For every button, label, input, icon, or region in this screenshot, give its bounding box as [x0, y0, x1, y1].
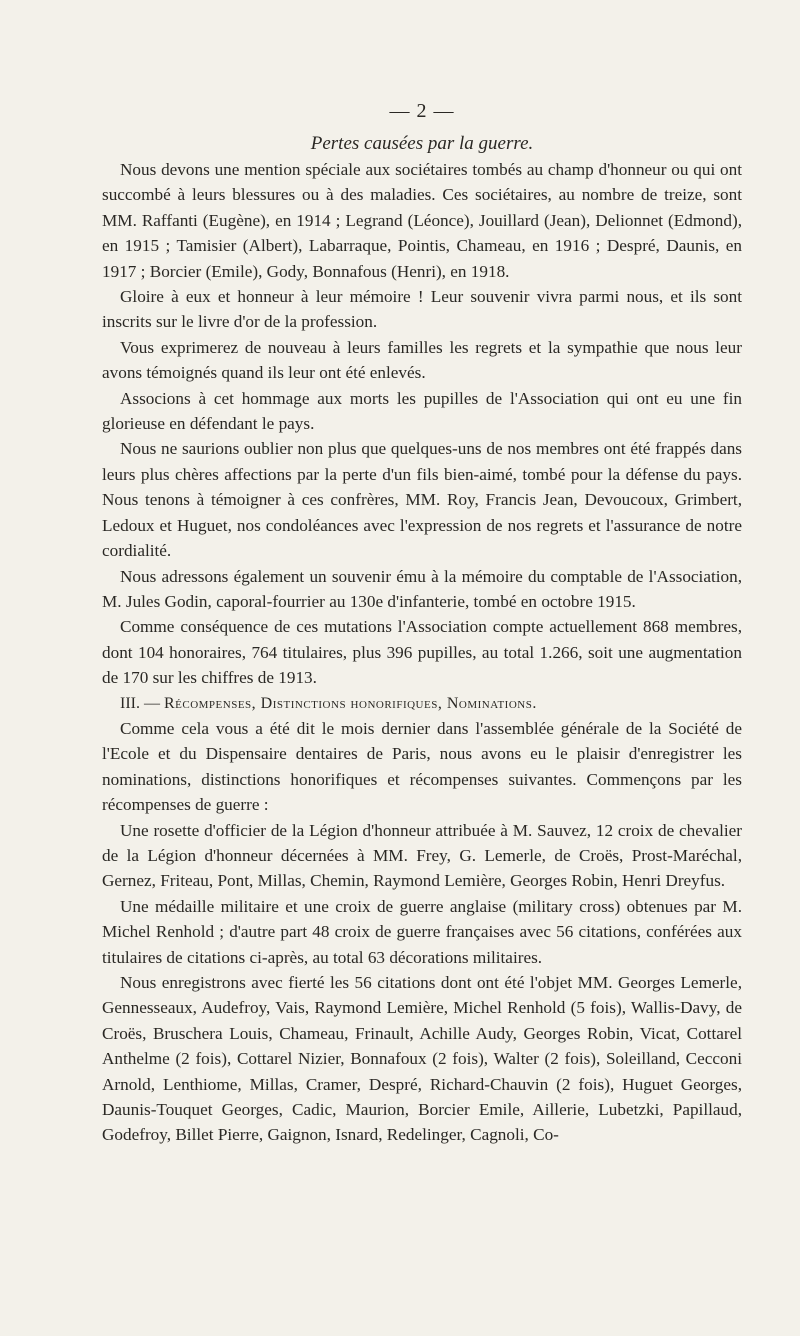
paragraph: Comme conséquence de ces mutations l'Association compte actuellement 868 membres, dont 104 honoraires, 764 titulaires, plus 396 pupilles, au total 1.266, soit une augmentation de 170 sur les chiffres de 1913.	[102, 617, 742, 688]
paragraph: Nous ne saurions oublier non plus que quelques-uns de nos membres ont été frappés dans leurs plus chères affections par la perte d'un fils bien-aimé, tombé pour la défense du pays. Nous tenons à témoigner à ces confrères, MM. Roy, Francis Jean, Devoucoux, Grimbert, Ledoux et Huguet, nos condoléances avec l'expression de nos regrets et l'assurance de notre cordialité.	[102, 439, 742, 561]
paragraph: Nous devons une mention spéciale aux sociétaires tombés au champ d'honneur ou qui ont succombé à leurs blessures ou à des maladies. Ces sociétaires, au nombre de treize, sont MM. Raffanti (Eugène), en 1914 ; Legrand (Léonce), Jouillard (Jean), Delionnet (Edmond), en 1915 ; Tamisier (Albert), Labarraque, Pointis, Chameau, en 1916 ; Despré, Daunis, en 1917 ; Borcier (Emile), Gody, Bonnafous (Henri), en 1918.	[102, 160, 742, 281]
section-heading-losses: Pertes causées par la guerre.	[310, 133, 534, 154]
section-title-awards	[102, 691, 742, 716]
paragraph: Vous exprimerez de nouveau à leurs familles les regrets et la sympathie que nous leur avons témoignés quand ils leur ont été enlevés.	[102, 337, 742, 383]
paragraph: Nous enregistrons avec fierté les 56 citations dont ont été l'objet MM. Georges Lemerle, Gennesseaux, Audefroy, Vais, Raymond Lemière, Michel Renhold (5 fois), Wallis-Davy, de Croës, Bruschera Louis, Chameau, Frinault, Achille Audy, Georges Robin, Vicat, Cottarel Anthelme (2 fois), Cottarel Nizier, Bonnafoux (2 fois), Walter (2 fois), Soleilland, Cecconi Arnold, Lenthiome, Millas, Cramer, Despré, Richard-Chauvin (2 fois), Huguet Georges, Daunis-Touquet Georges, Cadic, Maurion, Borcier Emile, Aillerie, Lubetzki, Papillaud, Godefroy, Billet Pierre, Gaignon, Isnard, Redelinger, Cagnoli, Co-	[102, 973, 742, 1145]
paragraph: Une rosette d'officier de la Légion d'honneur attribuée à M. Sauvez, 12 croix de chevalier de la Légion d'honneur décernées à MM. Frey, G. Lemerle, de Croës, Prost-Maréchal, Gernez, Friteau, Pont, Millas, Chemin, Raymond Lemière, Georges Robin, Henri Dreyfus.	[102, 820, 742, 891]
section-title-text: Récompenses, Distinctions honorifiques, Nominations.	[163, 694, 537, 712]
paragraph: Gloire à eux et honneur à leur mémoire ! Leur souvenir vivra parmi nous, et ils sont inscrits sur le livre d'or de la profession.	[102, 287, 742, 332]
paragraph: Associons à cet hommage aux morts les pupilles de l'Association qui ont eu une fin glorieuse en défendant le pays.	[102, 388, 742, 434]
paragraph: Nous adressons également un souvenir ému à la mémoire du comptable de l'Association, M. Jules Godin, caporal-fourrier au 130e d'infanterie, tombé en octobre 1915.	[102, 566, 742, 611]
paragraph: Comme cela vous a été dit le mois dernier dans l'assemblée générale de la Société de l'Ecole et du Dispensaire dentaires de Paris, nous avons eu le plaisir d'enregistrer les nominations, distinctions honorifiques et récompenses suivantes. Commençons par les récompenses de guerre :	[102, 718, 742, 815]
paragraph: Une médaille militaire et une croix de guerre anglaise (military cross) obtenues par M. Michel Renhold ; d'autre part 48 croix de guerre françaises avec 56 citations, conférées aux titulaires de citations ci-après, au total 63 décorations militaires.	[102, 896, 742, 967]
page-number: — 2 —	[389, 100, 455, 122]
section-number: III. —	[120, 694, 160, 712]
